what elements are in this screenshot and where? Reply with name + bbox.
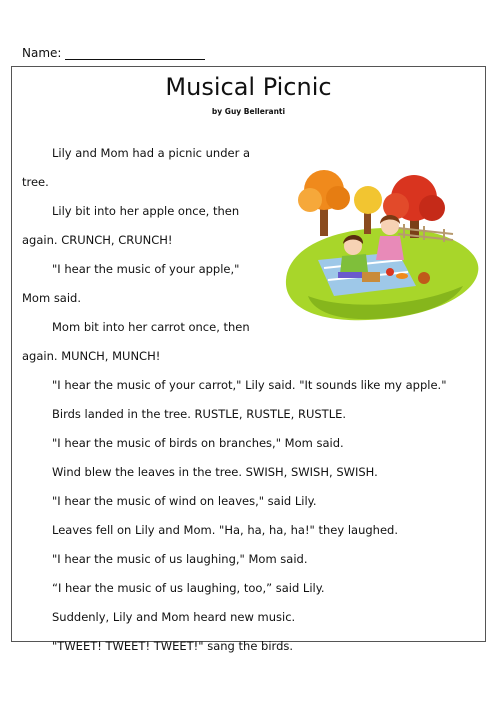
story-paragraph: Lily bit into her apple once, then again. CRUNCH, CRUNCH! — [22, 204, 240, 247]
story-paragraph: Suddenly, Lily and Mom heard new music. — [52, 610, 296, 624]
story-paragraph: "TWEET! TWEET! TWEET!" sang the birds. — [52, 639, 294, 653]
name-label: Name: — [22, 46, 62, 60]
name-row — [22, 46, 205, 60]
story-paragraph: Birds landed in the tree. RUSTLE, RUSTLE, RUSTLE. — [52, 407, 347, 421]
picnic-illustration — [278, 168, 483, 330]
story-title: Musical Picnic — [165, 73, 332, 101]
story-paragraph: Lily and Mom had a picnic under a tree. — [22, 146, 251, 189]
story-paragraph: "I hear the music of us laughing," Mom said. — [52, 552, 308, 566]
story-sheet — [11, 66, 486, 653]
story-paragraph: Mom bit into her carrot once, then again. MUNCH, MUNCH! — [22, 320, 250, 363]
story-paragraph: "I hear the music of birds on branches," Mom said. — [52, 436, 344, 450]
story-paragraph: "I hear the music of wind on leaves," said Lily. — [52, 494, 317, 508]
story-paragraph: Wind blew the leaves in the tree. SWISH, SWISH, SWISH. — [52, 465, 378, 479]
story-paragraph: “I hear the music of us laughing, too,” said Lily. — [52, 581, 325, 595]
story-paragraph: "I hear the music of your apple," Mom said. — [22, 262, 240, 305]
story-paragraph: Leaves fell on Lily and Mom. "Ha, ha, ha, ha!" they laughed. — [52, 523, 398, 537]
story-byline: by Guy Belleranti — [211, 107, 286, 116]
story-paragraph: "I hear the music of your carrot," Lily said. "It sounds like my apple." — [52, 378, 447, 392]
name-blank-line[interactable] — [65, 48, 205, 60]
